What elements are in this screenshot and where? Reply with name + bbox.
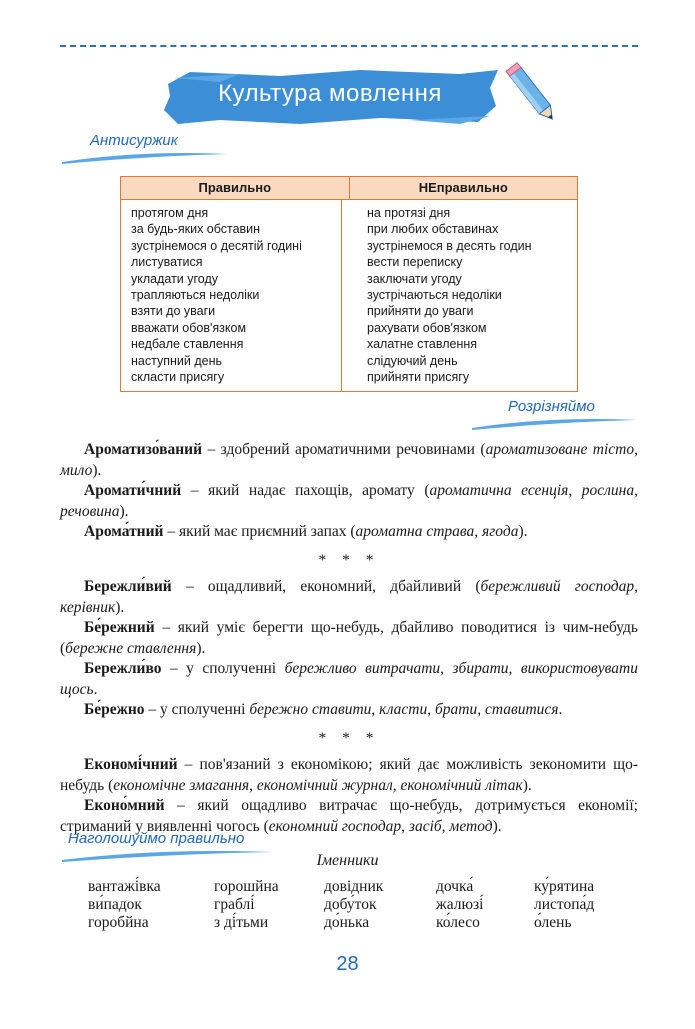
table-cell: заключати угоду: [367, 271, 462, 286]
term: Економі́чний: [84, 756, 178, 773]
table-cell: рахувати обов'язком: [367, 320, 487, 335]
table-cell: вважати обов'язком: [131, 320, 247, 335]
word: ви́падок: [88, 896, 142, 913]
top-dashed-divider: [60, 45, 638, 47]
term: Ароматизо́ваний: [84, 441, 203, 458]
word: до́нька: [324, 914, 370, 931]
word: добу́ток: [324, 896, 377, 913]
term: Аромати́чний: [84, 482, 182, 499]
table-cell: слідуючий день: [367, 353, 458, 368]
definition-paragraph: Аромати́чний – який надає пахощів, аромату (ароматична есенція, рослина, речовина).: [60, 482, 638, 520]
word-column: [436, 878, 483, 932]
table-cell: прийняти до уваги: [367, 304, 474, 319]
word: дочка́: [436, 878, 474, 895]
word-column: [88, 878, 161, 932]
table-cell: взяти до уваги: [131, 304, 216, 319]
section-heading-stress: Наголошуймо правильно: [68, 830, 245, 847]
table-cell: укладати угоду: [131, 271, 219, 286]
title-banner: [160, 66, 500, 126]
word: о́лень: [534, 914, 572, 931]
table-cell: недбале ставлення: [131, 337, 244, 352]
nouns-subheading: Іменники: [316, 852, 379, 869]
heading-underline-swoosh: [470, 414, 640, 432]
definition-paragraph: Бе́режно – у сполученні бережно ставити, класти, брати, ставитися.: [84, 701, 563, 718]
term: Бе́режний: [84, 619, 155, 636]
table-cell: трапляються недоліки: [131, 287, 260, 302]
heading-underline-swoosh: [60, 148, 230, 166]
surzhyk-table: [120, 176, 578, 392]
definition-paragraph: Бережли́во – у сполученні бережливо витрачати, збирати, використовувати щось.: [60, 660, 638, 698]
page-title: Культура мовлення: [218, 80, 442, 107]
table-header-incorrect: НЕправильно: [349, 177, 578, 199]
word: граблі́: [214, 896, 255, 913]
word: жалюзі́: [436, 896, 484, 913]
section-separator: * * *: [318, 729, 380, 747]
table-cell: за будь-яких обставин: [131, 222, 261, 237]
table-cell: при любих обставинах: [367, 222, 499, 237]
section-separator: * * *: [318, 551, 380, 569]
table-cell: зустрінемося в десять годин: [367, 238, 532, 253]
table-cell: наступний день: [131, 353, 222, 368]
term: Бережли́во: [84, 660, 162, 677]
table-column-correct: [121, 200, 341, 391]
definition-paragraph: Еконо́мний – який ощадливо витрачає що-небудь, дотримується економії; стриманий у виявленні чогось (економний господар, засіб, метод).: [60, 797, 638, 835]
table-column-incorrect: [341, 200, 577, 391]
word: ко́лесо: [436, 914, 480, 931]
table-cell: на протязі дня: [367, 206, 451, 220]
table-cell: протягом дня: [131, 206, 209, 220]
table-cell: прийняти присягу: [367, 369, 470, 384]
term: Бе́режно: [84, 701, 145, 718]
word: ку́рятина: [534, 878, 595, 895]
term: Еконо́мний: [84, 797, 165, 814]
definition-paragraph: Бережли́вий – ощадливий, економний, дбайливий (бережливий господар, керівник).: [60, 578, 638, 616]
word: листопа́д: [534, 896, 595, 913]
definition-paragraph: Ароматизо́ваний – здобрений ароматичними речовинами (ароматизоване тісто, мило).: [60, 441, 639, 479]
word: горошйна: [214, 878, 279, 895]
table-header-correct: Правильно: [198, 180, 272, 195]
pencil-icon: [505, 60, 561, 132]
table-cell: халатне ставлення: [367, 337, 478, 352]
section-heading-antisurzhyk: Антисуржик: [90, 132, 178, 149]
term: Арома́тний: [84, 523, 164, 540]
table-cell: вести переписку: [367, 255, 463, 270]
page-number: 28: [336, 953, 359, 975]
definition-paragraph: Арома́тний – який має приємний запах (ароматна страва, ягода).: [84, 523, 528, 540]
term: Бережли́вий: [84, 578, 172, 595]
word-column: [324, 878, 383, 932]
word-column: [214, 878, 279, 932]
definition-paragraph: Економі́чний – пов'язаний з економікою; який дає можливість зекономити що-небудь (економічне змагання, економічний журнал, економічний літак).: [60, 756, 638, 794]
word: вантажі́вка: [88, 878, 161, 895]
word: з ді́тьми: [214, 914, 269, 931]
table-cell: листуватися: [131, 255, 203, 270]
section-heading-distinguish: Розрізняймо: [508, 398, 595, 415]
table-cell: скласти присягу: [131, 369, 225, 384]
table-cell: зустрінемося о десятій годині: [131, 238, 302, 253]
table-cell: зустрічаються недоліки: [367, 287, 502, 302]
word: горобйна: [88, 914, 149, 931]
definition-paragraph: Бе́режний – який уміє берегти що-небудь, дбайливо поводитися із чим-небудь (бережне ставлення).: [60, 619, 638, 657]
word: довідник: [324, 878, 384, 895]
word-distinctions-article: [60, 440, 638, 837]
table-header-row: [121, 177, 577, 200]
word-column: [534, 878, 594, 932]
